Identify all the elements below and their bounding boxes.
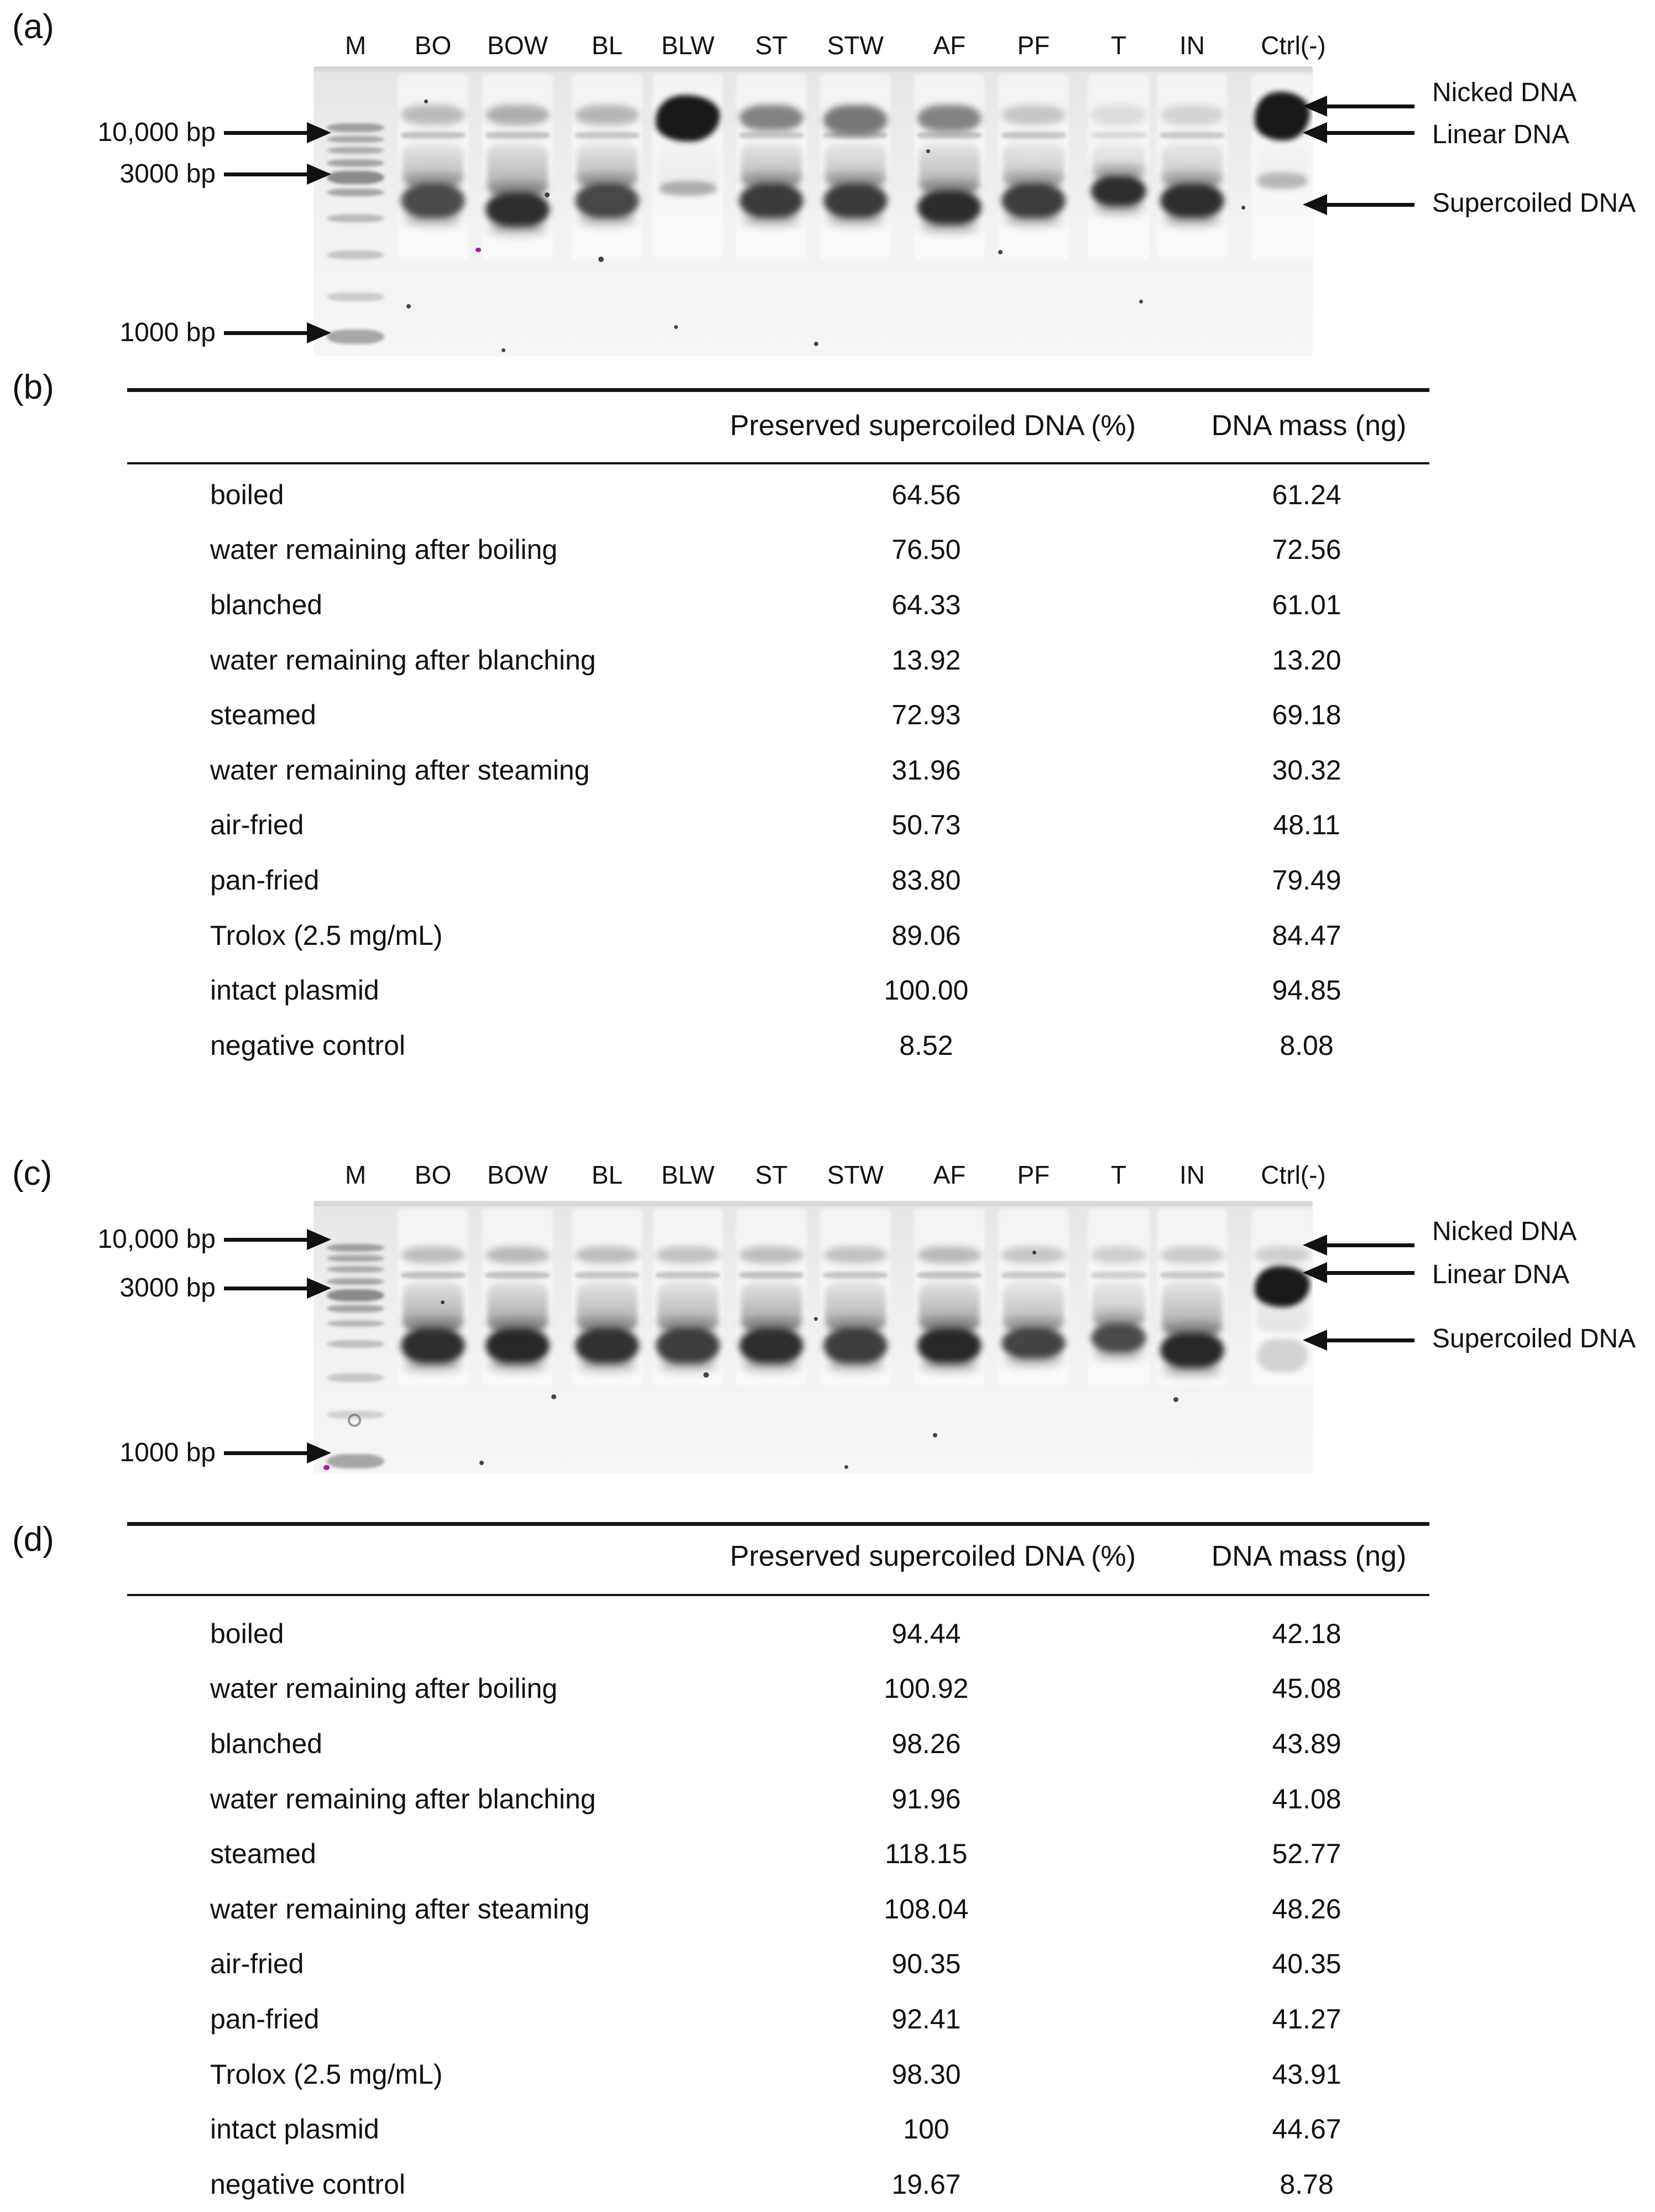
- dust-speck-icon: [998, 250, 1003, 254]
- table-d-header-rule: [127, 1594, 1429, 1596]
- gel-a-lane-labels: [0, 29, 1655, 62]
- dust-speck-icon: [441, 1300, 445, 1304]
- dna-band: [489, 222, 546, 233]
- lane-label: BO: [414, 31, 452, 60]
- right-arrow-icon: [224, 1451, 307, 1455]
- dna-mass-value: 30.32: [1272, 754, 1341, 786]
- dust-speck-icon: [598, 257, 604, 262]
- table-row: [127, 1991, 1429, 2047]
- table-row: [127, 1937, 1429, 1992]
- lane-label: IN: [1179, 1160, 1205, 1189]
- dna-band: [1163, 1363, 1221, 1374]
- dust-speck-icon: [1032, 1251, 1036, 1254]
- left-arrow-icon: [1327, 203, 1414, 207]
- treatment-label: pan-fried: [210, 2003, 320, 2035]
- annotation-label: Nicked DNA: [1432, 78, 1577, 107]
- treatment-label: steamed: [210, 1838, 316, 1870]
- table-row: [127, 1606, 1429, 1661]
- dna-band: [743, 1359, 800, 1370]
- dust-speck-icon: [479, 1461, 484, 1465]
- table-row: [127, 687, 1429, 742]
- size-marker-label: 10,000 bp: [97, 118, 216, 147]
- preserved-dna-value: 91.96: [891, 1783, 961, 1814]
- table-row: [127, 467, 1429, 522]
- table-row: [127, 2101, 1429, 2157]
- size-marker: [0, 314, 387, 352]
- treatment-label: Trolox (2.5 mg/mL): [210, 2058, 443, 2090]
- dna-mass-value: 69.18: [1272, 699, 1341, 731]
- ring-artifact-icon: [348, 1414, 361, 1427]
- dna-mass-value: 48.11: [1273, 809, 1340, 841]
- annotation-label: Linear DNA: [1432, 120, 1570, 149]
- lane-label: AF: [933, 31, 966, 60]
- dust-speck-icon: [1173, 1397, 1178, 1402]
- treatment-label: steamed: [210, 699, 316, 731]
- preserved-dna-value: 8.52: [899, 1029, 953, 1061]
- lane-label: BOW: [487, 31, 548, 60]
- dna-mass-value: 45.08: [1272, 1673, 1341, 1704]
- treatment-label: water remaining after blanching: [210, 644, 596, 676]
- dna-mass-value: 8.08: [1280, 1029, 1334, 1061]
- dna-mass-value: 41.27: [1272, 2003, 1341, 2035]
- treatment-label: blanched: [210, 589, 322, 620]
- lane-label: T: [1110, 1160, 1127, 1189]
- preserved-dna-value: 64.33: [891, 589, 961, 620]
- treatment-label: water remaining after boiling: [210, 1673, 558, 1704]
- table-row: [127, 522, 1429, 578]
- annotation-label: Supercoiled DNA: [1432, 189, 1636, 218]
- right-arrow-icon: [224, 331, 307, 335]
- left-arrow-icon: [1327, 104, 1414, 108]
- preserved-dna-value: 72.93: [891, 699, 961, 731]
- lane-label: M: [344, 1160, 367, 1189]
- table-row: [127, 1018, 1429, 1073]
- dna-mass-value: 8.78: [1280, 2168, 1334, 2200]
- treatment-label: boiled: [210, 479, 284, 510]
- preserved-dna-value: 50.73: [891, 809, 961, 841]
- dna-mass-value: 40.35: [1272, 1948, 1341, 1980]
- table-row: [127, 742, 1429, 798]
- dust-speck-icon: [814, 342, 818, 346]
- dna-mass-value: 61.01: [1272, 589, 1341, 620]
- treatment-label: air-fried: [210, 1948, 304, 1980]
- dna-band: [827, 1359, 884, 1370]
- dna-mass-value: 43.89: [1272, 1728, 1341, 1759]
- band-annotation: [0, 74, 1655, 112]
- table-row: [127, 853, 1429, 908]
- band-annotation: [0, 1213, 1655, 1251]
- table-d-col-header-preserved: Preserved supercoiled DNA (%): [729, 1540, 1136, 1572]
- dust-speck-icon: [844, 1465, 848, 1469]
- table-b-col-header-mass: DNA mass (ng): [1211, 410, 1407, 442]
- lane-label: PF: [1017, 1160, 1050, 1189]
- annotation-label: Nicked DNA: [1432, 1217, 1577, 1246]
- treatment-label: water remaining after blanching: [210, 1783, 596, 1814]
- table-row: [127, 577, 1429, 632]
- dust-speck-icon: [406, 304, 411, 308]
- band-annotation: [0, 116, 1655, 154]
- dust-speck-icon: [551, 1394, 556, 1399]
- table-d-top-rule: [127, 1522, 1429, 1526]
- preserved-dna-value: 100.00: [884, 975, 969, 1006]
- lane-label: BLW: [661, 1160, 715, 1189]
- lane-label: BOW: [487, 1160, 548, 1189]
- treatment-label: intact plasmid: [210, 2114, 379, 2145]
- table-b-rows: [127, 467, 1429, 1073]
- preserved-dna-value: 118.15: [885, 1838, 968, 1870]
- table-b-col-header-preserved: Preserved supercoiled DNA (%): [729, 410, 1136, 442]
- treatment-label: air-fried: [210, 809, 304, 841]
- lane-label: BL: [591, 1160, 623, 1189]
- preserved-dna-value: 64.56: [891, 479, 961, 510]
- preserved-dna-value: 92.41: [891, 2003, 961, 2035]
- dna-band: [578, 1359, 636, 1370]
- lane-label: M: [344, 31, 367, 60]
- table-row: [127, 963, 1429, 1018]
- dna-mass-value: 79.49: [1272, 864, 1341, 896]
- dna-mass-value: 42.18: [1272, 1618, 1341, 1649]
- left-arrow-icon: [1327, 1271, 1414, 1275]
- treatment-label: negative control: [210, 1029, 406, 1061]
- table-row: [127, 798, 1429, 853]
- lane-label: PF: [1017, 31, 1050, 60]
- table-row: [127, 1881, 1429, 1937]
- dna-mass-value: 41.08: [1272, 1783, 1341, 1814]
- dna-band: [327, 250, 384, 259]
- lane-label: IN: [1179, 31, 1205, 60]
- preserved-dna-value: 19.67: [891, 2168, 961, 2200]
- preserved-dna-value: 13.92: [891, 644, 961, 676]
- treatment-label: pan-fried: [210, 864, 320, 896]
- preserved-dna-value: 98.26: [891, 1728, 961, 1759]
- treatment-label: water remaining after steaming: [210, 1893, 590, 1925]
- size-marker-label: 3000 bp: [119, 1273, 216, 1303]
- table-row: [127, 1716, 1429, 1771]
- dna-mass-value: 94.85: [1272, 975, 1341, 1006]
- dna-band: [327, 292, 384, 301]
- dna-band: [404, 1359, 462, 1370]
- dust-speck-icon: [674, 325, 678, 329]
- lane-label: T: [1110, 31, 1127, 60]
- lane-label: STW: [827, 31, 884, 60]
- size-marker-label: 10,000 bp: [97, 1225, 216, 1254]
- treatment-label: water remaining after steaming: [210, 754, 590, 786]
- dna-mass-value: 43.91: [1272, 2058, 1341, 2090]
- preserved-dna-value: 100.92: [884, 1673, 969, 1704]
- lane-label: Ctrl(-): [1261, 1160, 1326, 1189]
- dna-band: [327, 1373, 384, 1382]
- treatment-label: boiled: [210, 1618, 284, 1649]
- panel-b-letter: (b): [12, 368, 54, 406]
- treatment-label: water remaining after boiling: [210, 534, 558, 566]
- preserved-dna-value: 108.04: [884, 1893, 969, 1925]
- dust-speck-icon: [1139, 300, 1143, 304]
- band-annotation: [0, 185, 1655, 222]
- band-annotation: [0, 1320, 1655, 1358]
- dust-speck-icon: [933, 1433, 937, 1437]
- lane-label: Ctrl(-): [1261, 31, 1326, 60]
- dna-mass-value: 44.67: [1272, 2114, 1341, 2145]
- size-marker-label: 1000 bp: [119, 318, 216, 347]
- preserved-dna-value: 83.80: [891, 864, 961, 896]
- table-d-rows: [127, 1606, 1429, 2212]
- left-arrow-icon: [1327, 131, 1414, 135]
- table-d-col-header-mass: DNA mass (ng): [1211, 1540, 1407, 1572]
- size-marker-label: 1000 bp: [119, 1438, 216, 1467]
- dna-mass-value: 84.47: [1272, 919, 1341, 951]
- magenta-speck-icon: [476, 248, 481, 252]
- lane-label: BLW: [661, 31, 715, 60]
- table-row: [127, 1826, 1429, 1881]
- table-row: [127, 2047, 1429, 2102]
- table-b-top-rule: [127, 388, 1429, 392]
- dna-mass-value: 61.24: [1272, 479, 1341, 510]
- treatment-label: Trolox (2.5 mg/mL): [210, 919, 443, 951]
- panel-c-letter: (c): [12, 1154, 53, 1193]
- preserved-dna-value: 89.06: [891, 919, 961, 951]
- dna-mass-value: 13.20: [1272, 644, 1341, 676]
- size-marker: [0, 1434, 387, 1472]
- preserved-dna-value: 31.96: [891, 754, 961, 786]
- lane-label: BL: [591, 31, 623, 60]
- lane-label: AF: [933, 1160, 966, 1189]
- preserved-dna-value: 94.44: [891, 1618, 961, 1649]
- dna-mass-value: 48.26: [1272, 1893, 1341, 1925]
- panel-a-letter: (a): [12, 8, 54, 46]
- preserved-dna-value: 76.50: [891, 534, 961, 566]
- preserved-dna-value: 100: [903, 2114, 949, 2145]
- lane-label: STW: [827, 1160, 884, 1189]
- dna-mass-value: 72.56: [1272, 534, 1341, 566]
- dna-mass-value: 52.77: [1272, 1838, 1341, 1870]
- panel-d-letter: (d): [12, 1520, 54, 1559]
- treatment-label: intact plasmid: [210, 975, 379, 1006]
- band-annotation: [0, 1256, 1655, 1294]
- lane-label: ST: [755, 1160, 788, 1189]
- dna-band: [659, 1359, 717, 1370]
- lane-label: BO: [414, 1160, 452, 1189]
- treatment-label: blanched: [210, 1728, 322, 1759]
- table-row: [127, 632, 1429, 688]
- table-row: [127, 1661, 1429, 1717]
- dust-speck-icon: [703, 1372, 709, 1378]
- dna-band: [489, 1359, 546, 1370]
- dust-speck-icon: [502, 348, 505, 352]
- preserved-dna-value: 98.30: [891, 2058, 961, 2090]
- size-marker-label: 3000 bp: [119, 159, 216, 189]
- table-row: [127, 1771, 1429, 1827]
- lane-label: ST: [755, 31, 788, 60]
- table-row: [127, 908, 1429, 963]
- gel-c-lane-labels: [0, 1158, 1655, 1191]
- annotation-label: Supercoiled DNA: [1432, 1324, 1636, 1353]
- annotation-label: Linear DNA: [1432, 1260, 1570, 1289]
- left-arrow-icon: [1327, 1243, 1414, 1247]
- treatment-label: negative control: [210, 2168, 406, 2200]
- right-arrow-icon: [224, 172, 307, 176]
- left-arrow-icon: [1327, 1338, 1414, 1342]
- preserved-dna-value: 90.35: [891, 1948, 961, 1980]
- table-b-header-rule: [127, 462, 1429, 464]
- dna-band: [921, 1359, 978, 1370]
